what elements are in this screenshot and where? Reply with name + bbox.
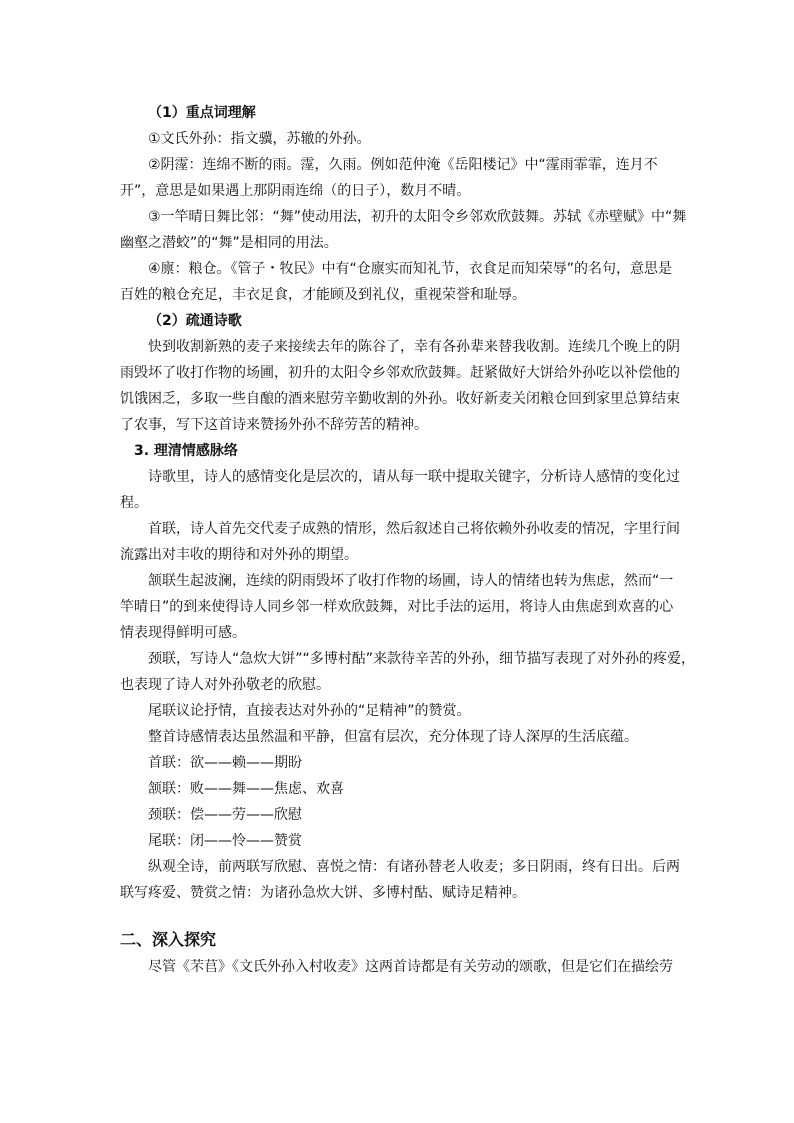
summary-line: 首联：欲——赖——期盼	[148, 755, 302, 771]
paragraph-line: 联写疼爱、赞赏之情：为诸孙急炊大饼、多博村酤、赋诗足精神。	[120, 885, 526, 901]
paragraph-line: 整首诗感情表达虽然温和平静，但富有层次，充分体现了诗人深厚的生活底蕴。	[148, 729, 638, 745]
paragraph-line: 幽壑之潜蛟”的“舞”是相同的用法。	[120, 235, 338, 251]
paragraph-line: 饥饿困乏，多取一些自酿的酒来慰劳辛勤收割的外孙。收好新麦关闭粮仓回到家里总算结束	[120, 391, 680, 407]
paragraph-line: 雨毁坏了收打作物的场圃，初升的太阳令乡邻欢欣鼓舞。赶紧做好大饼给外孙吃以补偿他的	[120, 365, 680, 381]
paragraph-line: 流露出对丰收的期待和对外孙的期望。	[120, 547, 358, 563]
paragraph-line: 程。	[120, 495, 148, 511]
paragraph-line: ①文氏外孙：指文骥，苏辙的外孙。	[148, 131, 371, 147]
paragraph-line: 百姓的粮仓充足，丰衣足食，才能顾及到礼仪，重视荣誉和耻辱。	[120, 287, 526, 303]
paragraph-line: 颔联生起波澜，连续的阴雨毁坏了收打作物的场圃，诗人的情绪也转为焦虑，然而“一	[148, 573, 674, 589]
paragraph-line: 竿晴日”的到来使得诗人同乡邻一样欢欣鼓舞，对比手法的运用，将诗人由焦虑到欢喜的心	[120, 599, 674, 615]
paragraph-line: 尾联议论抒情，直接表达对外孙的“足精神”的赞赏。	[148, 703, 471, 719]
heading-interpret-poem: （2）疏通诗歌	[148, 313, 242, 329]
paragraph-line: 诗歌里，诗人的感情变化是层次的，请从每一联中提取关键字，分析诗人感情的变化过	[148, 469, 680, 485]
paragraph-line: 快到收割新熟的麦子来接续去年的陈谷了，幸有各孙辈来替我收割。连续几个晚上的阴	[148, 339, 680, 355]
heading-key-words: （1）重点词理解	[148, 105, 256, 121]
paragraph-line: 也表现了诗人对外孙敬老的欣慰。	[120, 677, 330, 693]
paragraph-line: 尽管《芣苢》《文氏外孙入村收麦》这两首诗都是有关劳动的颂歌，但是它们在描绘劳	[148, 959, 673, 975]
paragraph-line: ②阴霪：连绵不断的雨。霪，久雨。例如范仲淹《岳阳楼记》中“霪雨霏霏，连月不	[148, 157, 658, 173]
paragraph-line: 纵观全诗，前两联写欣慰、喜悦之情：有诸孙替老人收麦；多日阴雨，终有日出。后两	[148, 859, 680, 875]
paragraph-line: ③一竿晴日舞比邻：“舞”使动用法，初升的太阳令乡邻欢欣鼓舞。苏轼《赤壁赋》中“舞	[148, 209, 687, 225]
paragraph-line: 颈联，写诗人“急炊大饼”“多博村酤”来款待辛苦的外孙，细节描写表现了对外孙的疼爱，	[148, 651, 696, 667]
paragraph-line: ④廪：粮仓。《管子・牧民》中有“仓廪实而知礼节，衣食足而知荣辱”的名句，意思是	[148, 261, 673, 277]
heading-emotion-thread: 3. 理清情感脉络	[134, 443, 238, 459]
paragraph-line: 开”，意思是如果遇上那阴雨连绵（的日子），数月不晴。	[120, 183, 471, 199]
paragraph-line: 了农事，写下这首诗来赞扬外孙不辞劳苦的精神。	[120, 417, 428, 433]
document-page	[120, 100, 696, 980]
heading-deep-inquiry: 二、深入探究	[120, 930, 217, 949]
summary-line: 尾联：闭——怜——赞赏	[148, 833, 302, 849]
summary-line: 颔联：败——舞——焦虑、欢喜	[148, 781, 344, 797]
paragraph-line: 情表现得鲜明可感。	[120, 625, 246, 641]
paragraph-line: 首联，诗人首先交代麦子成熟的情形，然后叙述自己将依赖外孙收麦的情况，字里行间	[148, 521, 680, 537]
summary-line: 颈联：偿——劳——欣慰	[148, 807, 302, 823]
